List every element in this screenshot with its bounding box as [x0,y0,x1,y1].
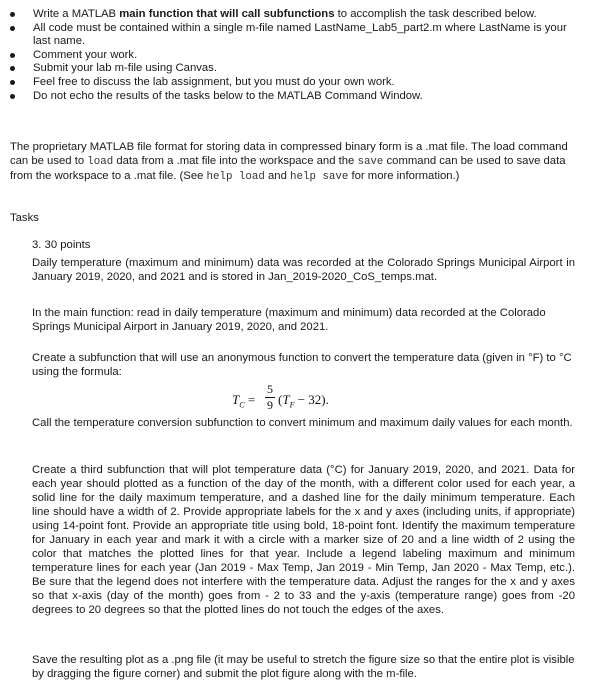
formula-fraction: 5 9 [267,382,273,412]
bullet-icon [10,66,15,71]
bullet-icon [10,94,15,99]
conversion-formula [232,382,382,415]
instruction-item: Submit your lab m-file using Canvas. [8,62,578,76]
bullet-icon [10,12,15,17]
instruction-item: Do not echo the results of the tasks below to the MATLAB Command Window. [8,90,578,104]
bullet-icon [10,80,15,85]
formula-lhs: $T_C$ = [232,392,256,410]
instruction-item: Feel free to discuss the lab assignment, but you must do your own work. [8,76,578,90]
instruction-item: Write a MATLAB main function that will call subfunctions to accomplish the task described below. [8,8,578,22]
instruction-item: Comment your work. [8,49,578,63]
intro-paragraph: The proprietary MATLAB file format for storing data in compressed binary form is a .mat file. The load command can be used to load data from a .mat file into the workspace and the save command can be used to save data from the workspace to a .mat file. (See help load and help save for more information.) [10,141,568,183]
bold-phrase: main function that will call subfunctions [119,8,335,20]
formula-rhs: $(T_F - 32)$. [278,392,329,410]
main-function-instruction: In the main function: read in daily temperature (maximum and minimum) data recorded at the Colorado Springs Municipal Airport in January 2019, 2020, and 2021. [32,307,546,333]
instructions-list [8,8,578,103]
conversion-call-instruction: Call the temperature conversion subfunction to convert minimum and maximum daily values for each month. [32,417,573,429]
subfunction-instruction: Create a subfunction that will use an anonymous function to convert the temperature data (given in °F) to °C using the formula: [32,352,572,378]
instruction-item: All code must be contained within a single m-file named LastName_Lab5_part2.m where LastName is your last name. [8,22,578,49]
plot-instruction: Create a third subfunction that will plot temperature data (°C) for January 2019, 2020, and 2021. Data for each year should plotted as a function of the day of the month, with a different color used for each year, a solid line for the daily maximum temperature, and a dashed line for the daily minimum temperature. Each line should have a width of 2. Provide appropriate labels for the x and y axes (including units, if appropriate) using 14-point font. Provide an appropriate title using bold, 18-point font. Identify the maximum temperature for January in each year and mark it with a circle with a marker size of 20 and a line width of 2 using the color that matches the plotted lines for that year. Include a legend labeling maximum and minimum temperature lines for each year (Jan 2019 - Max Temp, Jan 2019 - Min Temp, Jan 2020 - Max Temp, etc.). Be sure that the legend does not interfere with the temperature data. Adjust the ranges for the x and y axes so that x-axis (day of the month) goes from - 2 to 33 and the y-axis (temperature range) goes from -20 degrees to 20 degrees so that the plotted lines do not touch the edges of the axes. [32,464,575,616]
task-number: 3. 30 points [32,239,91,251]
bullet-icon [10,53,15,58]
data-description: Daily temperature (maximum and minimum) data was recorded at the Colorado Springs Municipal Airport in January 2019, 2020, and 2021 and is stored in Jan_2019-2020_CoS_temps.mat. [32,257,575,283]
bullet-icon [10,26,15,31]
save-instruction: Save the resulting plot as a .png file (it may be useful to stretch the figure size so that the entire plot is visible by dragging the figure corner) and submit the plot figure along with the m-file. [32,654,575,680]
tasks-heading: Tasks [10,212,39,224]
